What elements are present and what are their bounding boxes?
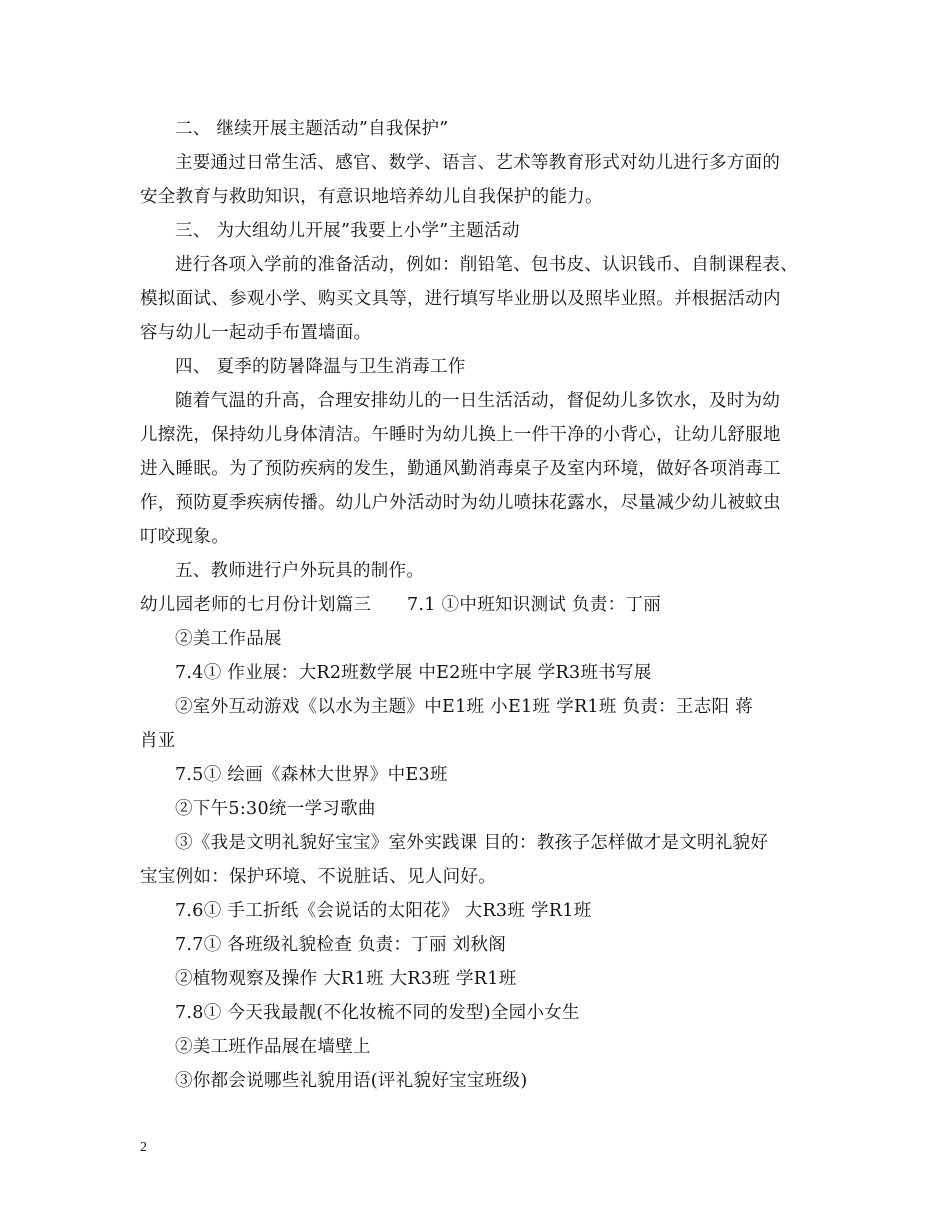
text-line: 主要通过日常生活、感官、数学、语言、艺术等教育形式对幼儿进行多方面的: [175, 153, 781, 173]
text-line: 三、 为大组幼儿开展”我要上小学”主题活动: [175, 221, 520, 241]
text-line: 儿擦洗，保持幼儿身体清洁。午睡时为幼儿换上一件干净的小背心，让幼儿舒服地: [140, 425, 781, 445]
text-line: 四、 夏季的防暑降温与卫生消毒工作: [175, 357, 466, 377]
text-line: 宝宝例如：保护环境、不说脏话、见人问好。: [140, 867, 496, 887]
page-number: 2: [140, 1140, 147, 1155]
text-line: 进行各项入学前的准备活动，例如：削铅笔、包书皮、认识钱币、自制课程表、: [175, 255, 798, 275]
text-line: ②美工作品展: [175, 629, 282, 649]
text-line: ②植物观察及操作 大R1班 大R3班 学R1班: [175, 969, 517, 989]
text-line: 二、 继续开展主题活动”自我保护”: [175, 119, 449, 139]
document-body: [140, 112, 812, 1098]
text-line: ②下午5:30统一学习歌曲: [175, 799, 376, 819]
text-line: ②美工班作品展在墙壁上: [175, 1037, 371, 1057]
text-line: 叮咬现象。: [140, 527, 229, 547]
text-line: 7.7① 各班级礼貌检查 负责：丁丽 刘秋阁: [175, 935, 507, 955]
text-line: ③《我是文明礼貌好宝宝》室外实践课 目的：教孩子怎样做才是文明礼貌好: [175, 833, 769, 853]
text-line: 幼儿园老师的七月份计划篇三 7.1 ①中班知识测试 负责：丁丽: [140, 595, 662, 615]
text-line: ③你都会说哪些礼貌用语(评礼貌好宝宝班级): [175, 1071, 528, 1091]
text-line: 安全教育与救助知识，有意识地培养幼儿自我保护的能力。: [140, 187, 603, 207]
text-line: 随着气温的升高，合理安排幼儿的一日生活活动，督促幼儿多饮水，及时为幼: [175, 391, 781, 411]
text-line: 肖亚: [140, 731, 176, 751]
text-line: 7.8① 今天我最靓(不化妆梳不同的发型)全园小女生: [175, 1003, 580, 1023]
text-line: 7.6① 手工折纸《会说话的太阳花》 大R3班 学R1班: [175, 901, 592, 921]
text-line: 模拟面试、参观小学、购买文具等，进行填写毕业册以及照毕业照。并根据活动内: [140, 289, 781, 309]
text-line: 容与幼儿一起动手布置墙面。: [140, 323, 372, 343]
text-line: 进入睡眠。为了预防疾病的发生，勤通风勤消毒桌子及室内环境，做好各项消毒工: [140, 459, 781, 479]
text-line: 7.4① 作业展：大R2班数学展 中E2班中字展 学R3班书写展: [175, 663, 652, 683]
text-line: 五、教师进行户外玩具的制作。: [175, 561, 425, 581]
text-line: 7.5① 绘画《森林大世界》中E3班: [175, 765, 448, 785]
text-line: 作，预防夏季疾病传播。幼儿户外活动时为幼儿喷抹花露水，尽量减少幼儿被蚊虫: [140, 493, 781, 513]
text-line: ②室外互动游戏《以水为主题》中E1班 小E1班 学R1班 负责：王志阳 蒋: [175, 697, 753, 717]
